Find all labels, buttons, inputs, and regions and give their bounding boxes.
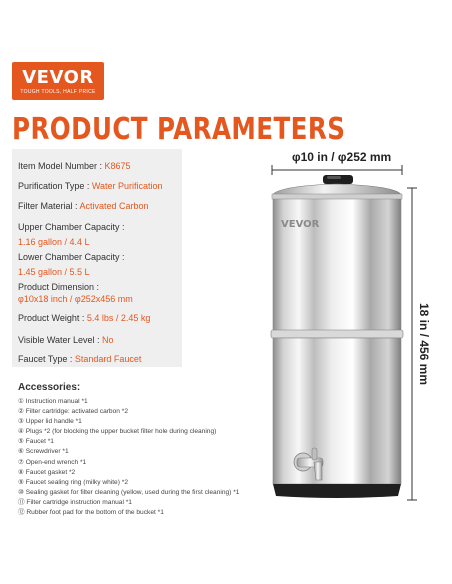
param-value: 5.4 lbs / 2.45 kg (86, 313, 151, 323)
param-label: Item Model Number : (18, 161, 105, 171)
param-label: Upper Chamber Capacity : (18, 222, 125, 232)
page-title: PRODUCT PARAMETERS (12, 112, 346, 147)
param-value: φ10x18 inch / φ252x456 mm (18, 294, 133, 304)
diameter-dimension-line (272, 165, 402, 175)
param-value: 1.16 gallon / 4.4 L (18, 237, 90, 247)
list-item: ① Instruction manual *1 (18, 398, 88, 405)
body-logo: VEVOR (281, 219, 320, 230)
param-weight (18, 312, 150, 324)
accessories-title: Accessories: (18, 382, 81, 393)
param-value: Activated Carbon (79, 201, 149, 211)
list-item: ② Filter cartridge: activated carbon *2 (18, 408, 128, 416)
param-label: Product Dimension : (18, 282, 100, 292)
param-filter-material (18, 200, 149, 212)
list-item: ⑩ Sealing gasket for filter cleaning (yellow, used during the first cleaning) *1 (18, 488, 240, 496)
list-item: ⑤ Faucet *1 (18, 438, 54, 446)
list-item: ⑨ Faucet sealing ring (milky white) *2 (18, 478, 128, 486)
list-item: ⑧ Faucet gasket *2 (18, 468, 76, 476)
param-water-level (18, 334, 114, 346)
list-item: ⑪ Filter cartridge instruction manual *1 (18, 498, 132, 506)
accessories-list (18, 397, 239, 518)
param-value: Standard Faucet (74, 354, 142, 364)
list-item: ③ Upper lid handle *1 (18, 418, 82, 426)
lid-handle (323, 175, 353, 184)
param-label: Faucet Type : (18, 354, 75, 364)
list-item: ⑦ Open-end wrench *1 (18, 458, 87, 466)
param-label: Filter Material : (18, 201, 80, 211)
param-label: Product Weight : (18, 313, 87, 323)
param-dimension (18, 281, 133, 305)
height-dimension-line (407, 188, 417, 500)
list-item: ④ Plugs *2 (for blocking the upper bucket filter hole during cleaning) (18, 428, 217, 436)
param-value: 1.45 gallon / 5.5 L (18, 267, 90, 277)
height-label: 18 in / 456 mm (417, 302, 431, 386)
list-item: ⑥ Screwdriver *1 (18, 448, 69, 456)
param-label: Purification Type : (18, 181, 92, 191)
param-model-number (18, 160, 131, 172)
param-purification-type (18, 180, 163, 192)
param-value: Water Purification (91, 181, 163, 191)
diameter-label: φ10 in / φ252 mm (292, 150, 392, 164)
brand-tagline: TOUGH TOOLS, HALF PRICE (20, 89, 96, 95)
param-faucet-type (18, 353, 141, 365)
water-filter-image (262, 150, 452, 510)
param-value: K8675 (104, 161, 131, 171)
param-value: No (102, 335, 114, 345)
brand-name: VEVOR (22, 67, 94, 88)
param-label: Lower Chamber Capacity : (18, 252, 125, 262)
brand-logo (12, 62, 104, 100)
param-upper-chamber (18, 221, 125, 248)
param-label: Visible Water Level : (18, 335, 103, 345)
list-item: ⑫ Rubber foot pad for the bottom of the bucket *1 (18, 509, 164, 517)
param-lower-chamber (18, 251, 125, 278)
